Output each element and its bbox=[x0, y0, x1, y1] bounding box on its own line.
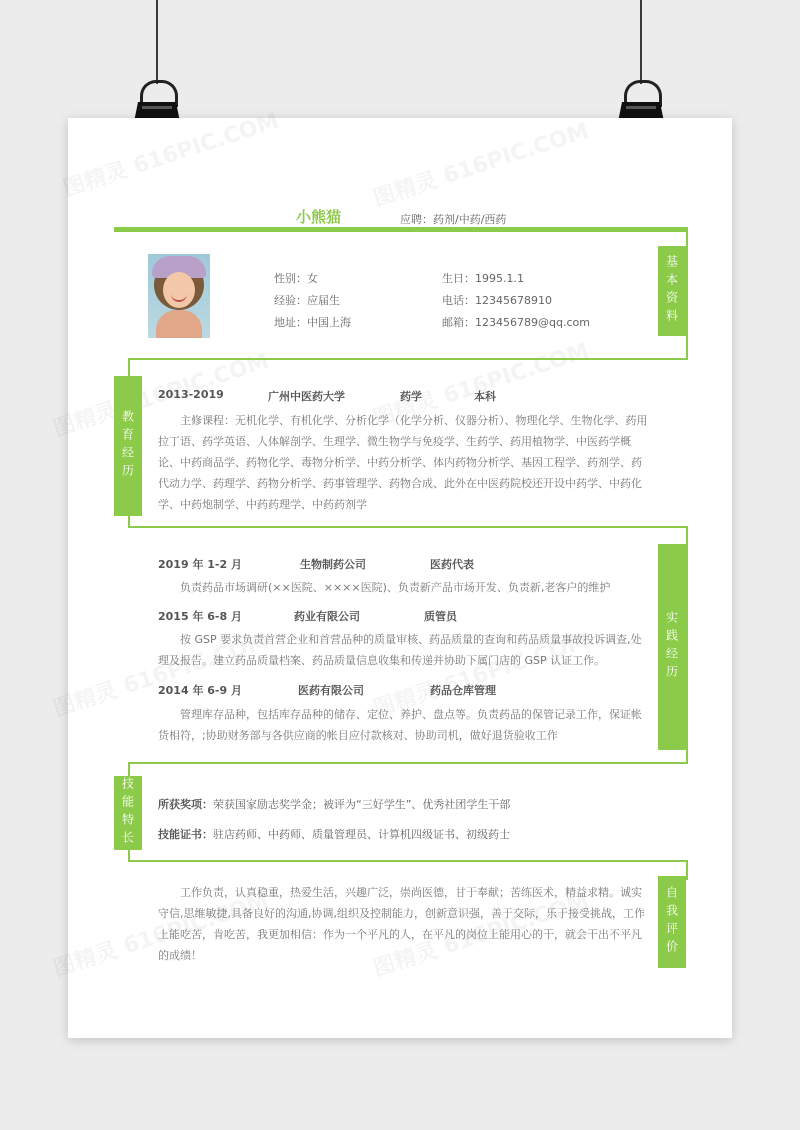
practice-company: 生物制药公司 bbox=[300, 558, 366, 571]
address: 地址：中国上海 bbox=[274, 316, 351, 329]
watermark bbox=[369, 114, 593, 213]
email: 邮箱：123456789@qq.com bbox=[442, 316, 590, 329]
avatar bbox=[148, 254, 210, 338]
certs-label: 技能证书： bbox=[158, 828, 213, 841]
gender: 性别：女 bbox=[274, 272, 318, 285]
practice-desc-text: 按 GSP 要求负责首营企业和首营品种的质量审核、药品质量的查询和药品质量事故投诉调查,处理及报告。建立药品质量档案、药品质量信息收集和传递并协助下属门店的 GSP 认证工作。 bbox=[158, 633, 642, 667]
connector-line bbox=[686, 860, 688, 880]
awards-text: 荣获国家励志奖学金；被评为“三好学生”、优秀社团学生干部 bbox=[213, 798, 511, 811]
edu-courses-text: 主修课程：无机化学、有机化学、分析化学（化学分析、仪器分析）、物理化学、生物化学、药用拉丁语、药学英语、人体解剖学、生理学、微生物学与免疫学、生药学、药用植物学、中医药学概论、中药商品学、药物化学、毒物分析学、中药分析学、体内药物分析学、基因工程学、药剂学、药代动力学、药理学、药物分析学、药事管理学、药物合成、此外在中医药院校还开设中药学、中药化学、中药炮制学、中药药理学、中药药剂学 bbox=[158, 414, 648, 511]
hanging-wire-right bbox=[640, 0, 642, 84]
certs-row bbox=[158, 826, 510, 842]
connector-line bbox=[128, 860, 688, 862]
birthday: 生日：1995.1.1 bbox=[442, 272, 524, 285]
practice-desc-text: 管理库存品种，包括库存品种的储存、定位、养护、盘点等。负责药品的保管记录工作，保证帐货相符，;协助财务部与各供应商的帐目应付款核对、协助司机，做好退货验收工作 bbox=[158, 708, 642, 742]
practice-role: 药品仓库管理 bbox=[430, 684, 496, 697]
edu-degree: 本科 bbox=[474, 390, 496, 403]
tab-practice: 实践经历 bbox=[658, 544, 686, 750]
self-eval-text: 工作负责，认真稳重，热爱生活，兴趣广泛，崇尚医德，甘于奉献；苦练医术，精益求精。诚实守信,思维敏捷,具备良好的沟通,协调,组织及控制能力，创新意识强，善于交际，乐于接受挑战，工作上能吃苦，肯吃苦，我更加相信：作为一个平凡的人，在平凡的岗位上能用心的干，就会干出不平凡的成绩！ bbox=[158, 886, 645, 962]
awards-row bbox=[158, 796, 510, 812]
header-bar bbox=[114, 227, 688, 232]
experience: 经验：应届生 bbox=[274, 294, 340, 307]
practice-desc bbox=[158, 629, 648, 671]
tab-skills: 技能特长 bbox=[114, 776, 142, 850]
phone: 电话：12345678910 bbox=[442, 294, 552, 307]
practice-period: 2015 年 6-8 月 bbox=[158, 610, 242, 623]
practice-company: 药业有限公司 bbox=[294, 610, 360, 623]
tab-education: 教育经历 bbox=[114, 376, 142, 516]
edu-courses bbox=[158, 410, 648, 515]
apply-position bbox=[400, 211, 506, 227]
tab-basic-info: 基本资料 bbox=[658, 246, 686, 336]
connector-line bbox=[128, 762, 688, 764]
edu-major: 药学 bbox=[400, 390, 422, 403]
practice-role: 质管员 bbox=[424, 610, 457, 623]
practice-period: 2019 年 1-2 月 bbox=[158, 558, 242, 571]
connector-line bbox=[686, 526, 688, 764]
self-eval bbox=[158, 882, 648, 966]
edu-period: 2013-2019 bbox=[158, 388, 224, 401]
hanging-wire-left bbox=[156, 0, 158, 84]
connector-line bbox=[686, 230, 688, 360]
practice-desc bbox=[158, 704, 648, 746]
watermark bbox=[59, 104, 283, 203]
apply-value: 药剂/中药/西药 bbox=[433, 213, 507, 226]
awards-label: 所获奖项： bbox=[158, 798, 213, 811]
connector-line bbox=[128, 358, 688, 360]
edu-school: 广州中医药大学 bbox=[268, 390, 345, 403]
practice-company: 医药有限公司 bbox=[298, 684, 364, 697]
candidate-name: 小熊猫 bbox=[296, 208, 342, 226]
resume-paper bbox=[68, 118, 732, 1038]
practice-desc-text: 负责药品市场调研(××医院、××××医院)、负责新产品市场开发、负责新,老客户的维护 bbox=[180, 581, 611, 594]
apply-label: 应聘： bbox=[400, 213, 433, 226]
practice-desc bbox=[158, 577, 648, 598]
practice-period: 2014 年 6-9 月 bbox=[158, 684, 242, 697]
certs-text: 驻店药师、中药师、质量管理员、计算机四级证书、初级药士 bbox=[213, 828, 510, 841]
tab-self-eval: 自我评价 bbox=[658, 876, 686, 968]
practice-role: 医药代表 bbox=[430, 558, 474, 571]
connector-line bbox=[128, 526, 688, 528]
